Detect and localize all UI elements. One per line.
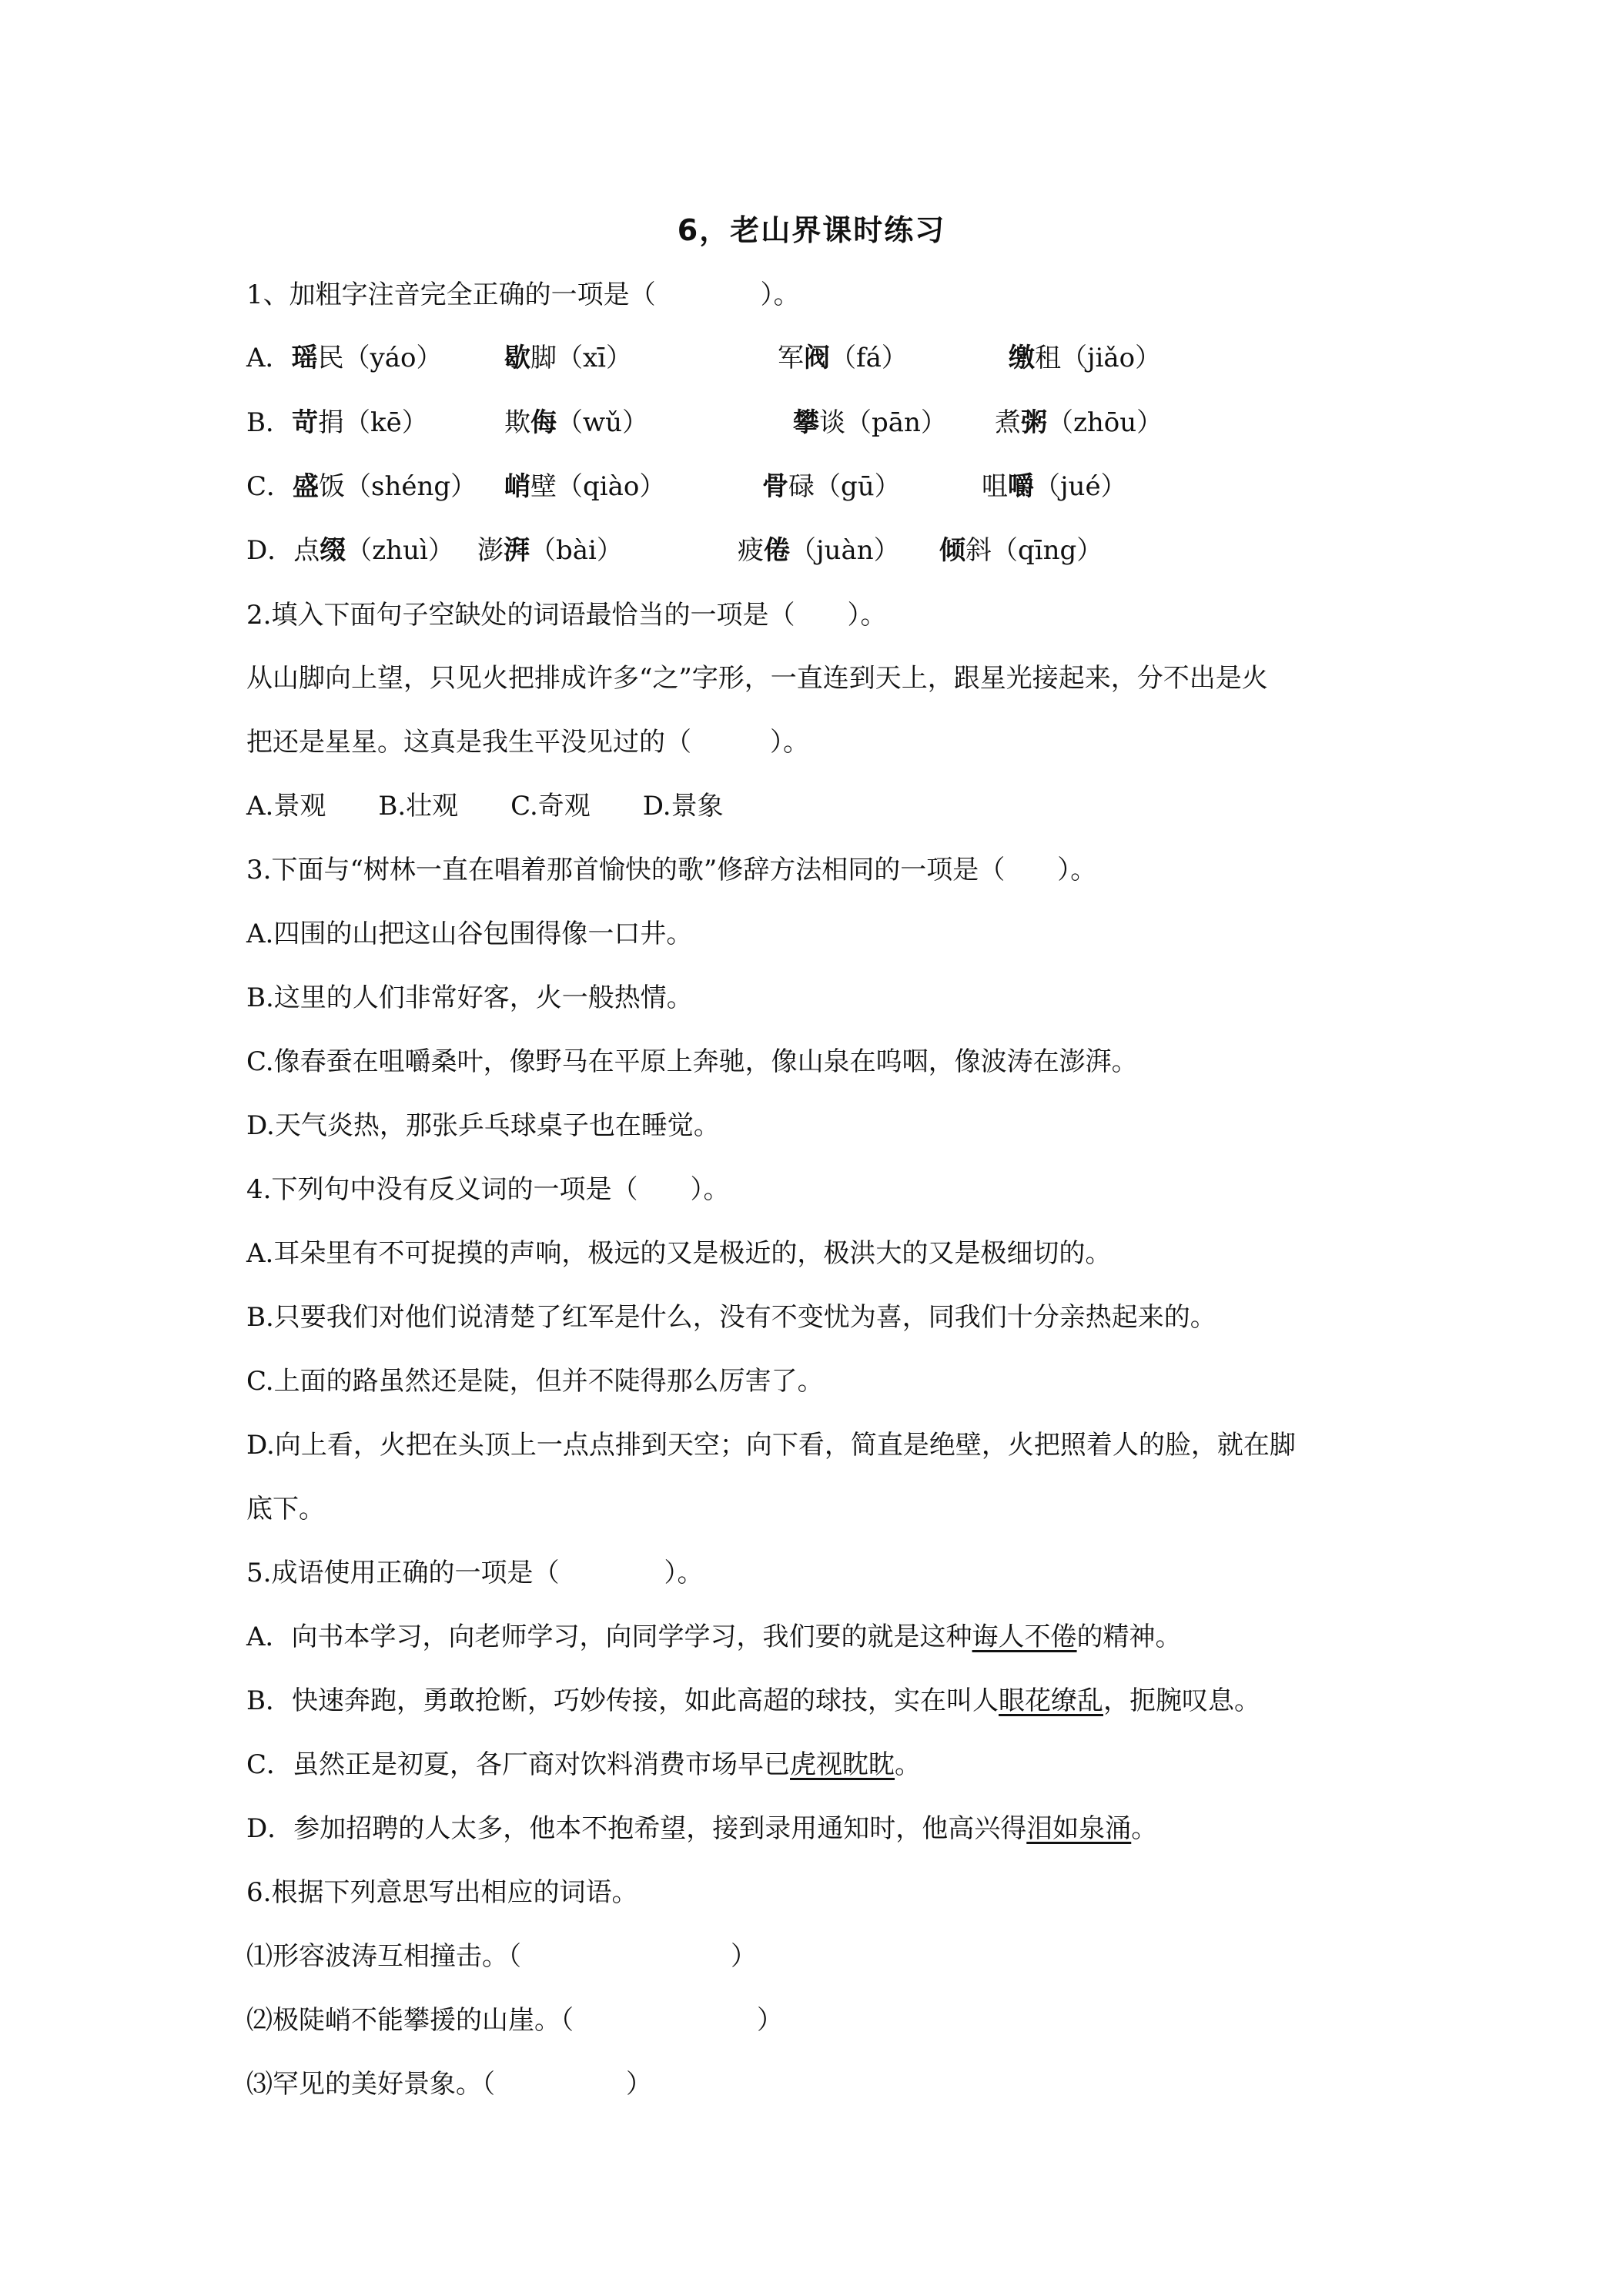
- question-5-option-a: A．向书本学习，向老师学习，向同学学习，我们要的就是这种诲人不倦的精神。: [246, 1622, 1182, 1652]
- question-2-stem: 2.填入下面句子空缺处的词语最恰当的一项是（ ）。: [246, 600, 887, 631]
- question-5-stem: 5.成语使用正确的一项是（ ）。: [246, 1558, 704, 1588]
- question-4-option-d-line-1: D.向上看，火把在头顶上一点点排到天空；向下看，简直是绝壁，火把照着人的脸，就在脚: [246, 1430, 1296, 1461]
- question-3-option-a: A.四围的山把这山谷包围得像一口井。: [246, 919, 693, 949]
- q1-option-c-word-3: 骨碌（gū）: [762, 471, 901, 502]
- question-6-item-3: ⑶罕见的美好景象。（ ）: [246, 2069, 652, 2100]
- q1-option-a-word-3: 军阀（fá）: [778, 343, 908, 373]
- question-6-stem: 6.根据下列意思写出相应的词语。: [246, 1877, 638, 1908]
- question-3-option-c: C.像春蚕在咀嚼桑叶，像野马在平原上奔驰，像山泉在呜咽，像波涛在澎湃。: [246, 1046, 1138, 1077]
- idiom-underlined: 泪如泉涌: [1026, 1813, 1132, 1844]
- page-title: 6，老山界课时练习: [677, 213, 946, 247]
- question-4-option-c: C.上面的路虽然还是陡，但并不陡得那么厉害了。: [246, 1366, 824, 1397]
- q1-option-d: D．点缀（zhuì）: [246, 535, 454, 566]
- q1-option-a-word-4: 缴租（jiǎo）: [1009, 343, 1162, 373]
- q1-option-c-word-4: 咀嚼（jué）: [982, 471, 1127, 502]
- question-5-option-b: B．快速奔跑，勇敢抢断，巧妙传接，如此高超的球技，实在叫人眼花缭乱，扼腕叹息。: [246, 1685, 1260, 1716]
- question-3-option-b: B.这里的人们非常好客，火一般热情。: [246, 982, 693, 1013]
- question-5-option-c: C．虽然正是初夏，各厂商对饮料消费市场早已虎视眈眈。: [246, 1749, 922, 1780]
- question-2-passage-line-2: 把还是星星。这真是我生平没见过的（ ）。: [246, 727, 809, 758]
- question-6-item-1: ⑴形容波涛互相撞击。（ ）: [246, 1941, 757, 1972]
- question-4-option-b: B.只要我们对他们说清楚了红军是什么，没有不变忧为喜，同我们十分亲热起来的。: [246, 1302, 1216, 1333]
- q1-option-c-word-2: 峭壁（qiào）: [504, 471, 666, 502]
- question-2-passage-line-1: 从山脚向上望，只见火把排成许多“之”字形，一直连到天上，跟星光接起来，分不出是火: [246, 663, 1268, 694]
- q1-option-b-word-3: 攀谈（pān）: [793, 407, 947, 438]
- idiom-underlined: 眼花缭乱: [998, 1685, 1103, 1716]
- question-1-stem: 1、加粗字注音完全正确的一项是（ ）。: [246, 279, 800, 310]
- q1-option-c: C．盛饭（shéng）: [246, 471, 477, 502]
- q1-option-b: B．苛捐（kē）: [246, 407, 428, 438]
- q1-option-b-word-4: 煮粥（zhōu）: [995, 407, 1163, 438]
- idiom-underlined: 虎视眈眈: [790, 1749, 895, 1780]
- question-4-stem: 4.下列句中没有反义词的一项是（ ）。: [246, 1174, 730, 1205]
- idiom-underlined: 诲人不倦: [972, 1622, 1077, 1652]
- q1-option-b-word-2: 欺侮（wǔ）: [504, 407, 648, 438]
- question-6-item-2: ⑵极陡峭不能攀援的山崖。（ ）: [246, 2005, 783, 2036]
- q1-option-d-word-4: 倾斜（qīng）: [939, 535, 1103, 566]
- q1-option-a: A．瑶民（yáo）: [246, 343, 443, 373]
- question-5-option-d: D．参加招聘的人太多，他本不抱希望，接到录用通知时，他高兴得泪如泉涌。: [246, 1813, 1158, 1844]
- question-3-stem: 3.下面与“树林一直在唱着那首愉快的歌”修辞方法相同的一项是（ ）。: [246, 855, 1097, 885]
- question-4-option-d-line-2: 底下。: [246, 1494, 325, 1525]
- q1-option-d-word-3: 疲倦（juàn）: [738, 535, 900, 566]
- q1-option-a-word-2: 歇脚（xī）: [504, 343, 633, 373]
- question-3-option-d: D.天气炎热，那张乒乓球桌子也在睡觉。: [246, 1110, 720, 1141]
- question-2-options: A.景观 B.壮观 C.奇观 D.景象: [246, 791, 724, 822]
- question-4-option-a: A.耳朵里有不可捉摸的声响，极远的又是极近的，极洪大的又是极细切的。: [246, 1238, 1112, 1269]
- q1-option-d-word-2: 澎湃（bài）: [477, 535, 623, 566]
